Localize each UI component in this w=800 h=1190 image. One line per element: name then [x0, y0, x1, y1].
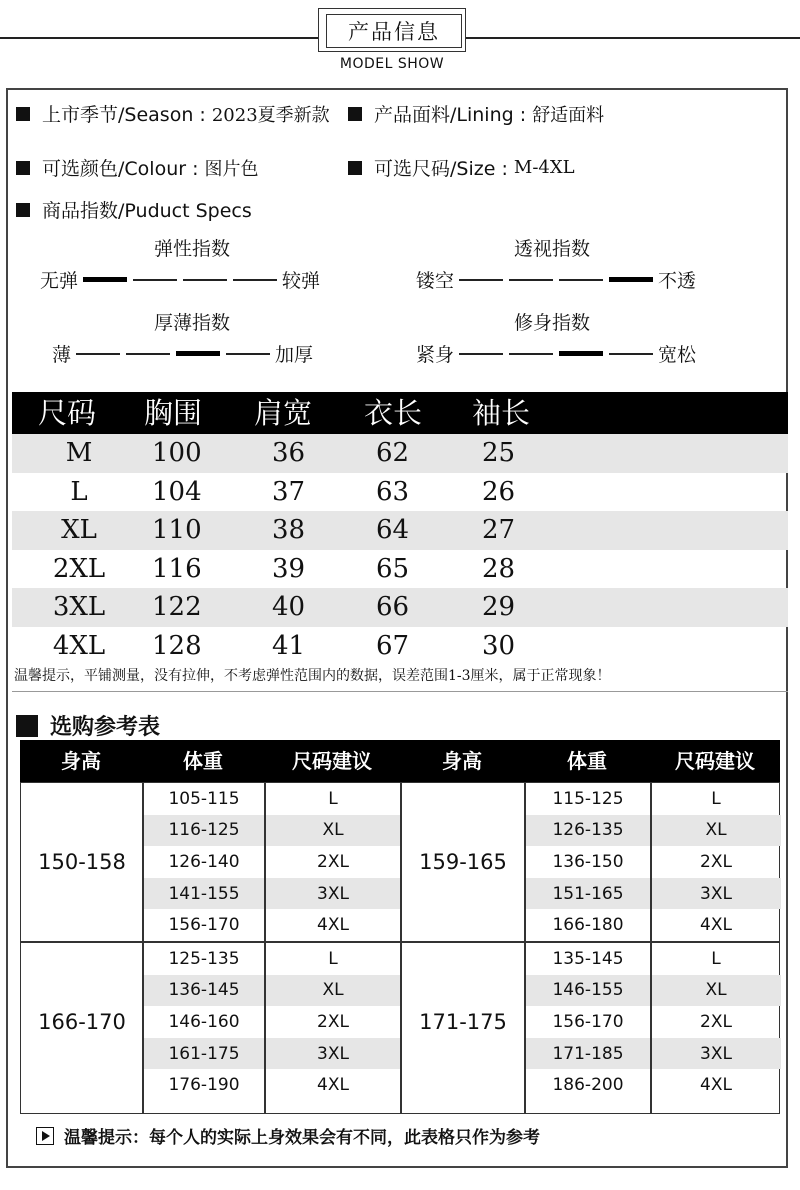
guide-weight-cell: 126-135: [525, 815, 651, 847]
size-table-row: [12, 550, 788, 589]
guide-size-cell: 4XL: [317, 1075, 349, 1096]
guide-weight-cell: 125-135: [168, 948, 240, 969]
scale-right-label: 宽松: [658, 344, 697, 366]
bullet-square-icon: [16, 715, 38, 737]
guide-weight-cell: 176-190: [168, 1075, 240, 1096]
guide-header-size-1: 尺码建议: [292, 749, 372, 773]
spec-elasticity-title: 弹性指数: [153, 238, 230, 260]
scale-segment: [183, 279, 227, 281]
guide-header-height-2: 身高: [442, 749, 482, 773]
guide-size-cell: XL: [265, 815, 401, 847]
size-header-sleeve: 袖长: [472, 396, 531, 430]
guide-size-cell: 4XL: [700, 915, 732, 936]
guide-weight-cell: 116-125: [143, 815, 265, 847]
guide-weight-cell: 156-170: [552, 1011, 624, 1032]
scale-right-label: 加厚: [275, 344, 314, 366]
bullet-square-icon: [348, 161, 362, 175]
size-cell: 65: [376, 553, 410, 584]
guide-size-cell: 2XL: [700, 851, 732, 872]
scale-segment: [226, 353, 270, 355]
guide-size-cell: XL: [651, 975, 781, 1007]
scale-segment: [609, 353, 653, 355]
size-cell: 4XL: [52, 630, 106, 661]
info-season: [16, 100, 330, 127]
size-cell: 40: [272, 592, 306, 622]
size-cell: 26: [482, 476, 516, 507]
guide-weight-cell: 146-155: [525, 975, 651, 1007]
size-cell: 66: [376, 592, 410, 622]
lining-label: 产品面料/Lining :: [374, 104, 527, 126]
size-header-size: 尺码: [38, 396, 97, 430]
footnote: [36, 1123, 540, 1148]
guide-column-divider: [524, 783, 526, 1113]
scale-segment: [459, 279, 503, 281]
scale-segment: [233, 279, 277, 281]
guide-weight-cell: 151-165: [525, 878, 651, 910]
guide-size-cell: XL: [265, 975, 401, 1007]
guide-title: [16, 710, 160, 741]
size-cell: 30: [482, 630, 516, 661]
play-icon: [36, 1127, 54, 1145]
guide-weight-cell: 136-150: [552, 851, 624, 872]
spec-transparency-scale: [416, 266, 696, 293]
guide-weight-cell: 156-170: [168, 915, 240, 936]
bullet-square-icon: [16, 203, 30, 217]
season-label: 上市季节/Season :: [42, 104, 206, 126]
guide-size-cell: 2XL: [317, 851, 349, 872]
guide-size-cell: 3XL: [265, 1038, 401, 1070]
scale-segment: [459, 353, 503, 355]
page-title: 产品信息: [326, 14, 462, 48]
info-lining: [348, 100, 604, 127]
guide-size-cell: L: [711, 948, 721, 969]
size-cell: 67: [376, 630, 410, 661]
info-specs: [16, 196, 252, 223]
size-cell: 3XL: [52, 592, 106, 622]
size-cell: 39: [272, 553, 306, 584]
guide-size-cell: 3XL: [651, 878, 781, 910]
guide-size-cell: 3XL: [265, 878, 401, 910]
size-cell: 122: [152, 592, 202, 622]
info-size: [348, 154, 575, 181]
scale-segment: [609, 277, 653, 282]
size-header-length: 衣长: [364, 396, 423, 430]
size-cell: L: [70, 476, 88, 507]
guide-size-cell: 3XL: [651, 1038, 781, 1070]
size-table-row: [12, 434, 788, 473]
scale-segment: [559, 351, 603, 356]
header-rule-right: [466, 37, 800, 39]
header-rule-left: [0, 37, 318, 39]
guide-header-weight-1: 体重: [183, 749, 223, 773]
size-cell: 38: [272, 515, 306, 545]
guide-weight-cell: 146-160: [168, 1011, 240, 1032]
scale-segment: [509, 279, 553, 281]
scale-segment: [559, 279, 603, 281]
scale-left-label: 紧身: [416, 344, 455, 366]
guide-weight-cell: 166-180: [552, 915, 624, 936]
guide-weight-cell: 126-140: [168, 851, 240, 872]
size-cell: 37: [272, 476, 306, 507]
scale-right-label: 不透: [658, 270, 697, 292]
bullet-square-icon: [16, 161, 30, 175]
page-subtitle: MODEL SHOW: [339, 56, 445, 72]
size-cell: 2XL: [52, 553, 106, 584]
guide-size-cell: 2XL: [317, 1011, 349, 1032]
guide-weight-cell: 171-185: [525, 1038, 651, 1070]
bullet-square-icon: [348, 107, 362, 121]
size-cell: 62: [376, 438, 410, 468]
size-table-row: [12, 588, 788, 627]
size-cell: 100: [152, 438, 202, 468]
guide-column-divider: [264, 783, 266, 1113]
guide-size-cell: L: [328, 788, 338, 809]
guide-table-header: [20, 740, 780, 782]
guide-title-text: 选购参考表: [50, 715, 161, 740]
guide-size-cell: XL: [651, 815, 781, 847]
size-cell: XL: [61, 515, 97, 545]
guide-size-cell: 4XL: [700, 1075, 732, 1096]
size-cell: 41: [272, 630, 306, 661]
info-colour: [16, 154, 259, 181]
guide-weight-cell: 135-145: [552, 948, 624, 969]
guide-header-height-1: 身高: [61, 749, 101, 773]
footnote-text: 温馨提示：每个人的实际上身效果会有不同，此表格只作为参考: [64, 1128, 540, 1148]
guide-weight-cell: 186-200: [552, 1075, 624, 1096]
guide-weight-cell: 115-125: [552, 788, 624, 809]
season-value: 2023夏季新款: [211, 104, 330, 126]
guide-height-cell: 159-165: [419, 850, 507, 874]
scale-segment: [176, 351, 220, 356]
colour-label: 可选颜色/Colour :: [42, 158, 199, 180]
guide-height-cell: 171-175: [419, 1010, 507, 1034]
spec-fit-scale: [416, 340, 696, 367]
size-table-row: [12, 627, 788, 666]
size-table-row: [12, 511, 788, 550]
size-table-header: [12, 392, 788, 434]
size-table-row: [12, 473, 788, 512]
spec-thickness-title: 厚薄指数: [153, 312, 230, 334]
spec-transparency-title: 透视指数: [513, 238, 590, 260]
guide-size-cell: 4XL: [317, 915, 349, 936]
spec-fit-title: 修身指数: [513, 312, 590, 334]
size-cell: 25: [482, 438, 516, 468]
size-cell: 64: [376, 515, 410, 545]
scale-left-label: 无弹: [40, 270, 79, 292]
guide-weight-cell: 141-155: [143, 878, 265, 910]
guide-height-cell: 166-170: [38, 1010, 126, 1034]
guide-weight-cell: 136-145: [143, 975, 265, 1007]
colour-value: 图片色: [204, 158, 259, 180]
size-cell: 104: [152, 476, 202, 507]
size-cell: 27: [482, 515, 516, 545]
guide-table: [20, 782, 780, 1114]
guide-weight-cell: 105-115: [168, 788, 240, 809]
guide-size-cell: L: [328, 948, 338, 969]
guide-column-divider: [400, 783, 402, 1113]
size-cell: 28: [482, 553, 516, 584]
size-header-shoulder: 肩宽: [254, 396, 313, 430]
guide-column-divider: [650, 783, 652, 1113]
guide-header-size-2: 尺码建议: [675, 749, 755, 773]
scale-left-label: 薄: [52, 344, 72, 366]
specs-label: 商品指数/Puduct Specs: [42, 200, 252, 222]
guide-column-divider: [142, 783, 144, 1113]
scale-segment: [83, 277, 127, 282]
size-cell: 128: [152, 630, 202, 661]
scale-segment: [76, 353, 120, 355]
size-header-chest: 胸围: [144, 396, 203, 430]
tip-divider: [12, 691, 788, 692]
scale-segment: [509, 353, 553, 355]
scale-segment: [133, 279, 177, 281]
guide-height-cell: 150-158: [38, 850, 126, 874]
size-cell: 63: [376, 476, 410, 507]
measure-tip: 温馨提示，平铺测量，没有拉伸，不考虑弹性范围内的数据，误差范围1-3厘米，属于正常现象！: [14, 668, 611, 684]
size-value: M-4XL: [513, 157, 575, 178]
size-label: 可选尺码/Size :: [374, 158, 508, 180]
spec-elasticity-scale: [40, 266, 320, 293]
guide-size-cell: L: [711, 788, 721, 809]
size-cell: 116: [152, 553, 202, 584]
guide-header-weight-2: 体重: [567, 749, 607, 773]
size-cell: 36: [272, 438, 306, 468]
size-cell: 29: [482, 592, 516, 622]
scale-left-label: 镂空: [416, 270, 455, 292]
size-cell: M: [65, 438, 93, 468]
bullet-square-icon: [16, 107, 30, 121]
lining-value: 舒适面料: [532, 104, 605, 126]
scale-segment: [126, 353, 170, 355]
size-cell: 110: [152, 515, 202, 545]
spec-thickness-scale: [52, 340, 313, 367]
scale-right-label: 较弹: [282, 270, 321, 292]
guide-row-divider: [21, 941, 779, 943]
guide-weight-cell: 161-175: [143, 1038, 265, 1070]
guide-size-cell: 2XL: [700, 1011, 732, 1032]
